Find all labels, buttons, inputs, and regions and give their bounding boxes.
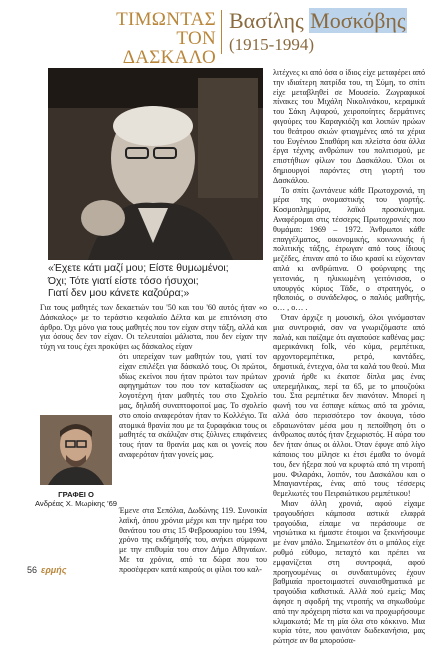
- article-years: (1915-1994): [229, 35, 314, 54]
- author-caption-name: Ανδρέας Χ. Μωρίκης '69: [34, 499, 118, 508]
- right-paragraph-3: Όταν άρχιζε η μουσική, όλοι γινόμασταν μια συντροφιά, σαν να γνωριζόμαστε από παλιά, και παίζαμε ότι αγαπούσε καθένας μας: αμερικάνικη folk, νέο κύμα, ρεμπέτικα, αρχοντορεμπέτικα, ρετρό, καντάδες, δημοτικά, έντεχνα, όλα τα καλά του θεού. Μια χρονιά ήρθε κι έκατσε δίπλα μας ένας υπερεμήλικας, περί τα 65, με το μπουζούκι του. Στα ρεμπέτικα δεν πιανόταν. Μπορεί η φωνή του να έσπαγε κάπως από τα χρόνια, αλλά όσο περισσότερο τον άκουγα, τόσο εδραιωνόταν μέσα μου η πεποίθηση ότι ο άνθρωπος αυτός ήταν ξεχωριστός. Η αύρα του δεν ήταν όπως οι άλλοι. Όταν έφυγε από λίγο κάποιος του μίλησε κι έτσι έμαθα το όνομά του, δεν ήξερα πού να κρυφτώ από τη ντροπή μου. Φιλαράκι, λοιπόν, του Δασκάλου και ο Μπαγιαντέρας, ένας από τους τέσσερις θεμελιωτές του Πειραιώτικου ρεμπέτικου!: [273, 312, 425, 499]
- teacher-photo: [48, 68, 263, 260]
- article-name: [229, 8, 407, 34]
- author-caption-label: ΓΡΑΦΕΙ Ο: [58, 490, 94, 499]
- section-title-line2: ΤΟΝ: [176, 28, 216, 49]
- section-title-line3: ΔΑΣΚΑΛΟ: [122, 47, 216, 68]
- author-portrait: [40, 415, 112, 485]
- page-footer: [27, 565, 67, 575]
- right-paragraph-2: Το σπίτι ζωντάνευε κάθε Πρωτοχρονιά, τη μέρα της ονομαστικής του γιορτής. Κοσμοπλημμύρα, λαϊκό προσκύνημα. Αναφέρομαι στις τέσσερις Πρωτοχρονιές που θυμάμαι: 1969 – 1972. Άνθρωποι κάθε επαγγέλματος, οικονομικής, κοινωνικής ή πολιτικής τάξης, έτρωγαν από τους ίδιους μεζέδες, έπιναν από το ίδιο κρασί κι εύχονταν απλά κι ανθρώπινα. Ο φούρναρης της γειτονιάς, η ηλικιωμένη γειτόνισσα, ο υπουργός κύριος Τάδε, ο στρατηγός, ο ηθοποιός, ο συνάδελφος, ο παλιός μαθητής, ο… , ο… .: [273, 185, 425, 313]
- right-paragraph-4: Μιαν άλλη χρονιά, αφού είχαμε τραγουδήσει κάμποσα αστικά ελαφρά τραγούδια, είπαμε να περάσουμε σε νησιώτικα κι ήμαστε έτοιμοι να ξεκινήσουμε με έναν μπάλο. Σημειωτέον ότι ο μπάλος είχε ρυθμό εύθυμο, πεταχτό και πρέπει να εμφανίζεται στη συντροφιά, αφού προηγουμένως οι συνδαιτυμόνες έχουν βαθμιαία προετοιμαστεί συναισθηματικά με τραγούδια καθιστικά. Αλλά πού εμείς; Μας άφησε η σφοδρή της ντροπής να σηκωθούμε από την πρόχειρη πίστα και να προχωρήσουμε κλιμακωτά; Με τη μία όλα στο κόκκινο. Μια κυρία τότε, που φαινόταν δωδεκανήσια, μας ρώτησε αν θα μπορούσα-: [273, 499, 425, 646]
- page-number: 56: [27, 565, 38, 575]
- pull-quote: [48, 263, 268, 301]
- section-title-line1: ΤΙΜΩΝΤΑΣ: [116, 9, 216, 30]
- quote-line-2: Όχι; Τότε γιατί είστε τόσο ήσυχοι;: [48, 275, 199, 287]
- right-column-text: [273, 68, 425, 646]
- quote-line-1: «Έχετε κάτι μαζί μου; Είστε θυμωμένοι;: [48, 263, 229, 274]
- name-last-highlighted: Μοσκόβης: [310, 8, 406, 33]
- right-paragraph-1: λιτέχνες κι από όσα ο ίδιος είχε μεταφέρει από την ιδιαίτερη πατρίδα του, τη Σύμη, το σπίτι είχε μεταβληθεί σε Μουσείο. Ζωγραφικοί πίνακες του Μιχάλη Νικολινάκου, κεραμικά του Σάκη Αψαρού, χειροποίητες δερμάτινες φιγούρες του Καραγκιόζη και λοιπών ηρώων του θεάτρου σκιών φτιαγμένες από τα χέρια του Ευγένιου Σπαθάρη και πλείστα όσα άλλα έργα τέχνης ανθρώπων του πολιτισμού, με επιστήθιων φίλων του Δασκάλου. Όλοι οι δημιουργοί παρόντες στη γιορτή του Δασκάλου.: [273, 68, 425, 185]
- header-section-title: [108, 10, 216, 67]
- intro-paragraph: Για τους μαθητές των δεκαετιών του '50 και του '60 αυτός ήταν «ο Δάσκαλος» με το τεράστιο κεφαλαίο Δέλτα και με επιτόνιση στο άρθρο. Όχι μόνο για τους μαθητές που τον είχαν στην τάξη, αλλά και για όσους δεν τον είχαν. Οι τελευταίοι μάλιστα, που δεν είχαν την τύχη να τους έχει προκύψει ως δάσκαλος είχαν: [40, 303, 267, 352]
- magazine-brand: ερμής: [41, 565, 67, 575]
- left-column-bottom: [40, 506, 267, 575]
- header-divider: [221, 10, 222, 54]
- bottom-paragraph: Έμενε στα Σεπόλια, Δωδώνης 119. Συνοικία λαϊκή, όπου χρόνια μέχρι και την ημέρα του θανάτου του στις 15 Φεβρουαρίου του 1994, χρόνο της εκδήμησής του, ανήκει σύμφωνα με την επιθυμία του στον Δήμο Αθηναίων. Με τα χρόνια, από τα δώρα που του προσέφεραν κατά καιρούς οι φίλοι του καλ-: [119, 506, 267, 574]
- name-first: Βασίλης: [229, 8, 310, 33]
- quote-line-3: Γιατί δεν μου κάνετε καζούρα;»: [48, 288, 190, 299]
- narrow-paragraph: ότι υπερείχαν των μαθητών του, γιατί τον είχαν επιλέξει για δάσκαλό τους. Οι πρώτοι, ιδίως εκείνοι που ήταν πρώτοι των πρώτων αφηγημάτων του που τον καταξίωσαν ως λογοτέχνη ήταν μαθητές του στο Σχολείο μας, δηλαδή συναπτοφοιτοί μας. Το σχολείο στο οποίο αναφερόταν ήταν το Κολλέγιο. Τα ατομικά θρανία που με τα ξυραφάκια τους οι μαθητές τα σκάλιζαν στις ξύλινες επιφάνειες τους ήταν τα θρανία μας και οι γονείς που αναφερόταν ήταν γονείς μας.: [119, 351, 267, 459]
